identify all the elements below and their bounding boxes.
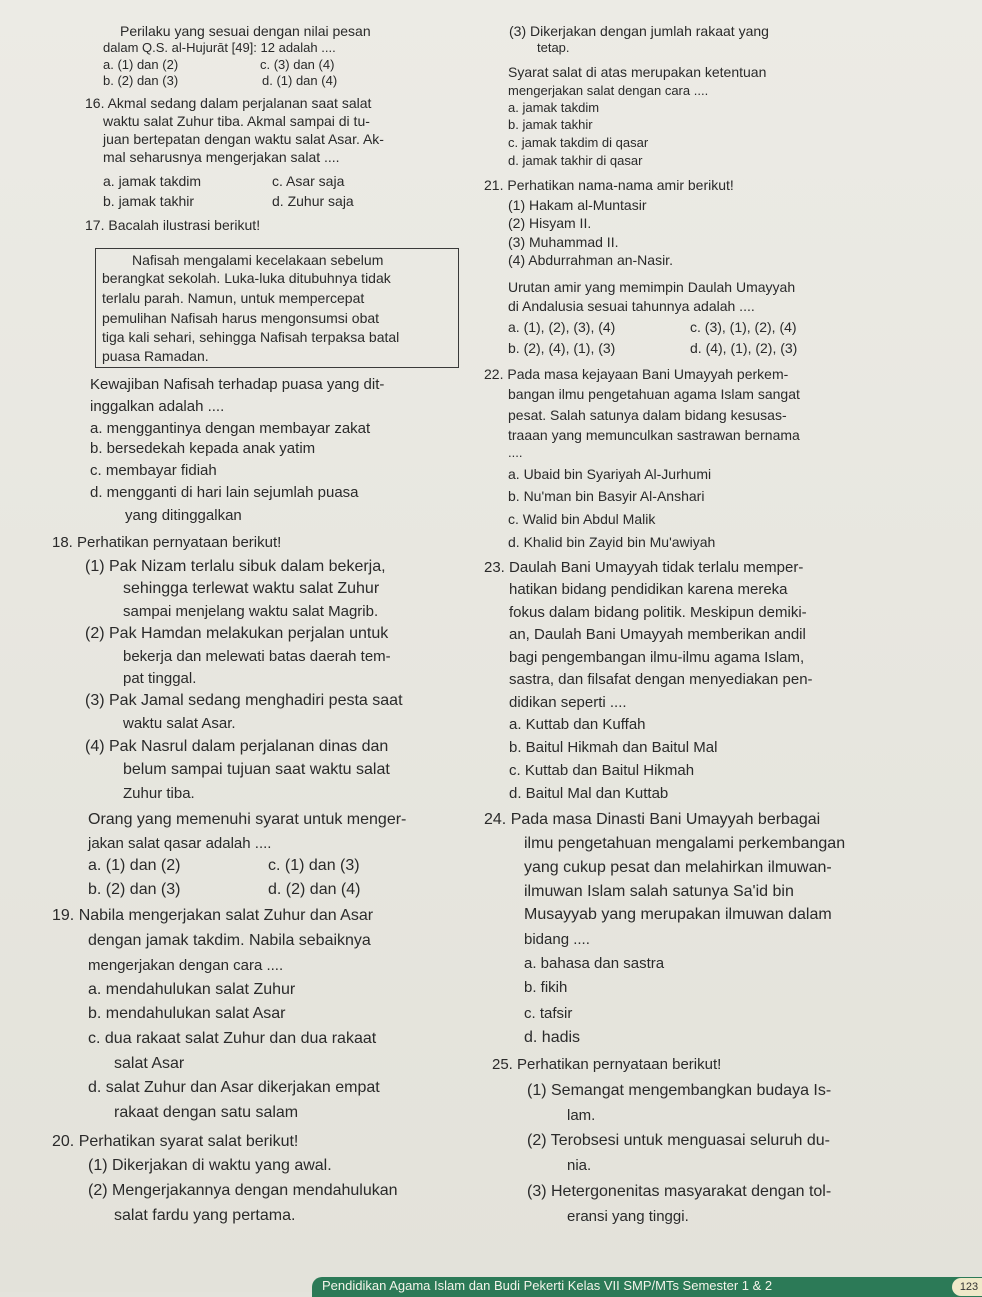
q25-statement: (2) Terobsesi untuk menguasai seluruh du- [527,1132,830,1149]
q17-option-d: d. mengganti di hari lain sejumlah puasa [90,484,359,501]
q18-stem: jakan salat qasar adalah .... [88,835,272,852]
q20-option-b: b. jamak takhir [508,117,593,132]
q16-option-d: d. Zuhur saja [272,193,354,209]
q19-option-c: c. dua rakaat salat Zuhur dan dua rakaat [88,1030,377,1047]
q21-title: 21. Perhatikan nama-nama amir berikut! [484,177,734,193]
q22-option-a: a. Ubaid bin Syariyah Al-Jurhumi [508,466,712,482]
q21-option-a: a. (1), (2), (3), (4) [508,319,616,335]
q15-option-b: b. (2) dan (3) [103,73,179,88]
q18-statement: waktu salat Asar. [123,715,236,732]
q23-line: bagi pengembangan ilmu-ilmu agama Islam, [509,649,805,666]
q22-line: pesat. Salah satunya dalam bidang kesusas- [508,407,787,423]
q24-line: Musayyab yang merupakan ilmuwan dalam [524,906,832,923]
q25-statement: (1) Semangat mengembangkan budaya Is- [527,1082,832,1099]
q16-line: waktu salat Zuhur tiba. Akmal sampai di tu- [103,113,370,129]
q22-option-c: c. Walid bin Abdul Malik [508,511,656,527]
q20-option-c: c. jamak takdim di qasar [508,135,649,150]
q18-option-b: b. (2) dan (3) [88,881,181,898]
q24-line: bidang .... [524,931,590,948]
q15-line: dalam Q.S. al-Hujurāt [49]: 12 adalah .... [103,40,336,55]
q18-statement: (3) Pak Jamal sedang menghadiri pesta saat [85,692,403,709]
q23-option-a: a. Kuttab dan Kuffah [509,716,646,733]
q23-line: 23. Daulah Bani Umayyah tidak terlalu memper- [484,559,804,576]
q19-line: 19. Nabila mengerjakan salat Zuhur dan Asar [52,907,374,924]
q18-title: 18. Perhatikan pernyataan berikut! [52,534,282,551]
q19-option-d: d. salat Zuhur dan Asar dikerjakan empat [88,1079,380,1096]
q21-item: (4) Abdurrahman an-Nasir. [508,252,673,268]
q19-option-b: b. mendahulukan salat Asar [88,1005,286,1022]
illustration-line: berangkat sekolah. Luka-luka ditubuhnya tidak [102,270,391,286]
q16-option-b: b. jamak takhir [103,193,195,209]
q18-option-d: d. (2) dan (4) [268,881,361,898]
q15-option-d: d. (1) dan (4) [262,73,338,88]
q18-statement: sehingga terlewat waktu salat Zuhur [123,580,380,597]
q24-line: ilmu pengetahuan mengalami perkembangan [524,835,846,852]
q24-line: 24. Pada masa Dinasti Bani Umayyah berbagai [484,811,821,828]
q17-option-c: c. membayar fidiah [90,462,217,479]
q18-statement: bekerja dan melewati batas daerah tem- [123,648,391,665]
q21-item: (1) Hakam al-Muntasir [508,197,647,213]
illustration-line: terlalu parah. Namun, untuk mempercepat [102,290,365,306]
q21-stem: di Andalusia sesuai tahunnya adalah .... [508,298,755,314]
q17-stem: inggalkan adalah .... [90,398,225,415]
q24-option-b: b. fikih [524,979,568,996]
q25-statement: eransi yang tinggi. [567,1208,689,1225]
footer-title: Pendidikan Agama Islam dan Budi Pekerti Kelas VII SMP/MTs Semester 1 & 2 [322,1278,773,1293]
q15-option-a: a. (1) dan (2) [103,57,179,72]
q16-option-c: c. Asar saja [272,173,345,189]
q23-line: fokus dalam bidang politik. Meskipun demiki- [509,604,807,621]
q19-option-d-cont: rakaat dengan satu salam [114,1104,299,1121]
q25-statement: nia. [567,1157,592,1174]
q24-option-c: c. tafsir [524,1005,573,1022]
q23-line: sastra, dan filsafat dengan menyediakan pen- [509,671,813,688]
q17-stem: Kewajiban Nafisah terhadap puasa yang dit- [90,376,385,393]
q20-option-a: a. jamak takdim [508,100,600,115]
q18-statement: belum sampai tujuan saat waktu salat [123,761,390,778]
q25-statement: lam. [567,1107,596,1124]
illustration-line: tiga kali sehari, sehingga Nafisah terpaksa batal [102,329,400,345]
q23-line: hatikan bidang pendidikan karena mereka [509,581,788,598]
q23-option-d: d. Baitul Mal dan Kuttab [509,785,669,802]
q16-line: 16. Akmal sedang dalam perjalanan saat salat [85,95,372,111]
q18-statement: (1) Pak Nizam terlalu sibuk dalam bekerja, [85,558,386,575]
q24-line: ilmuwan Islam salah satunya Sa'id bin [524,883,794,900]
q24-option-a: a. bahasa dan sastra [524,955,665,972]
illustration-line: pemulihan Nafisah harus mengonsumsi obat [102,310,380,326]
q24-line: yang cukup pesat dan melahirkan ilmuwan- [524,859,832,876]
q20-stem: Syarat salat di atas merupakan ketentuan [508,64,767,80]
q21-item: (3) Muhammad II. [508,234,619,250]
q23-line: didikan seperti .... [509,694,627,711]
q22-line: .... [508,445,523,460]
q19-option-a: a. mendahulukan salat Zuhur [88,981,296,998]
q18-statement: pat tinggal. [123,670,197,687]
q17-option-a: a. menggantinya dengan membayar zakat [90,420,371,437]
q18-statement: Zuhur tiba. [123,785,195,802]
q18-option-a: a. (1) dan (2) [88,857,181,874]
q25-title: 25. Perhatikan pernyataan berikut! [492,1056,722,1073]
q18-statement: (4) Pak Nasrul dalam perjalanan dinas dan [85,738,389,755]
q22-option-d: d. Khalid bin Zayid bin Mu'awiyah [508,534,716,550]
q21-option-d: d. (4), (1), (2), (3) [690,340,798,356]
q16-line: mal seharusnya mengerjakan salat .... [103,149,340,165]
q17-option-d-cont: yang ditinggalkan [125,507,242,524]
q18-statement: sampai menjelang waktu salat Magrib. [123,603,379,620]
q22-line: 22. Pada masa kejayaan Bani Umayyah perkem- [484,366,789,382]
q20-title: 20. Perhatikan syarat salat berikut! [52,1133,299,1150]
q16-line: juan bertepatan dengan waktu salat Asar. Ak- [103,131,384,147]
q19-option-c-cont: salat Asar [114,1055,185,1072]
q20-option-d: d. jamak takhir di qasar [508,153,643,168]
q19-line: dengan jamak takdim. Nabila sebaiknya [88,932,371,949]
q24-option-d: d. hadis [524,1029,581,1046]
q17-title: 17. Bacalah ilustrasi berikut! [85,217,261,233]
q18-stem: Orang yang memenuhi syarat untuk menger- [88,811,407,828]
q20-condition: (2) Mengerjakannya dengan mendahulukan [88,1182,398,1199]
illustration-line: puasa Ramadan. [102,348,209,364]
q22-option-b: b. Nu'man bin Basyir Al-Anshari [508,488,705,504]
q20-condition: tetap. [537,40,570,55]
q25-statement: (3) Hetergonenitas masyarakat dengan tol- [527,1183,832,1200]
q23-line: an, Daulah Bani Umayyah memberikan andil [509,626,806,643]
q21-item: (2) Hisyam II. [508,215,592,231]
q22-line: traaan yang memunculkan sastrawan bernama [508,427,800,443]
q20-stem: mengerjakan salat dengan cara .... [508,83,709,98]
q23-option-b: b. Baitul Hikmah dan Baitul Mal [509,739,718,756]
q21-stem: Urutan amir yang memimpin Daulah Umayyah [508,279,796,295]
q21-option-b: b. (2), (4), (1), (3) [508,340,616,356]
page-number: 123 [952,1278,982,1296]
q18-option-c: c. (1) dan (3) [268,857,360,874]
q23-option-c: c. Kuttab dan Baitul Hikmah [509,762,695,779]
q22-line: bangan ilmu pengetahuan agama Islam sangat [508,386,800,402]
q20-condition: salat fardu yang pertama. [114,1207,296,1224]
q20-condition: (3) Dikerjakan dengan jumlah rakaat yang [509,23,769,39]
q18-statement: (2) Pak Hamdan melakukan perjalan untuk [85,625,389,642]
q15-line: Perilaku yang sesuai dengan nilai pesan [120,23,371,39]
q16-option-a: a. jamak takdim [103,173,202,189]
q17-option-b: b. bersedekah kepada anak yatim [90,440,316,457]
illustration-line: Nafisah mengalami kecelakaan sebelum [132,252,384,268]
q15-option-c: c. (3) dan (4) [260,57,335,72]
q19-line: mengerjakan dengan cara .... [88,957,284,974]
q20-condition: (1) Dikerjakan di waktu yang awal. [88,1157,332,1174]
q21-option-c: c. (3), (1), (2), (4) [690,319,797,335]
